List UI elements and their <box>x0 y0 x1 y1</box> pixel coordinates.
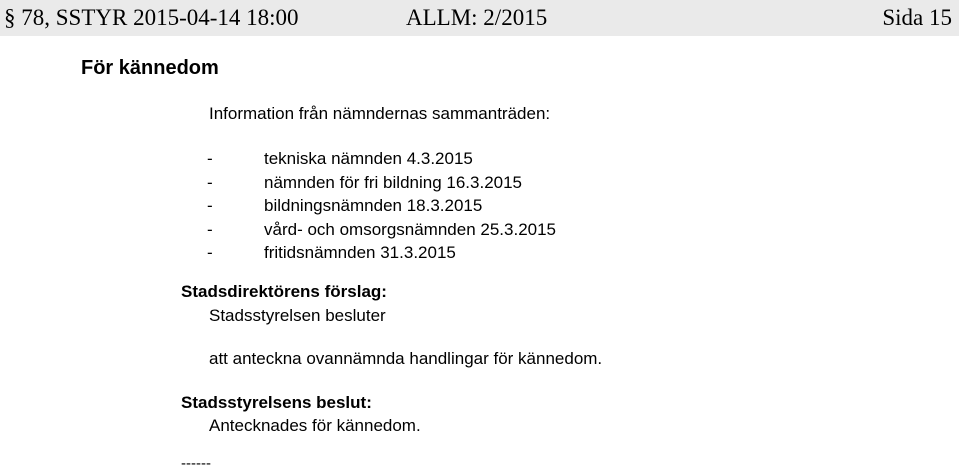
intro-text: Information från nämndernas sammanträden: <box>209 104 551 123</box>
list-dash: - <box>207 172 213 192</box>
meeting-list <box>207 148 556 266</box>
list-item-text: tekniska nämnden 4.3.2015 <box>264 149 473 168</box>
list-item <box>207 195 556 219</box>
list-item-text: vård- och omsorgsnämnden 25.3.2015 <box>264 219 557 239</box>
decision-text: Antecknades för kännedom. <box>209 416 421 435</box>
page-number: Sida 15 <box>882 5 952 30</box>
list-item <box>207 148 556 172</box>
list-item-text: fritidsnämnden 31.3.2015 <box>264 243 456 262</box>
list-dash: - <box>207 196 213 215</box>
list-item <box>207 219 556 243</box>
end-marker: ------ <box>181 455 211 472</box>
list-dash: - <box>207 219 213 239</box>
document-title: ALLM: 2/2015 <box>406 5 548 30</box>
page-header <box>0 0 959 36</box>
proposal-label: Stadsdirektörens förslag: <box>181 282 387 301</box>
proposal-text: att anteckna ovannämnda handlingar för kännedom. <box>209 349 603 368</box>
decision-label: Stadsstyrelsens beslut: <box>181 393 372 412</box>
list-item-text: nämnden för fri bildning 16.3.2015 <box>264 172 523 192</box>
list-item-text: bildningsnämnden 18.3.2015 <box>264 196 483 215</box>
list-item <box>207 172 556 196</box>
list-dash: - <box>207 243 213 262</box>
list-dash: - <box>207 149 213 168</box>
proposal-subject: Stadsstyrelsen besluter <box>209 306 386 325</box>
section-reference: § 78, SSTYR 2015-04-14 18:00 <box>4 5 299 30</box>
list-item <box>207 242 556 266</box>
section-heading: För kännedom <box>81 57 219 79</box>
